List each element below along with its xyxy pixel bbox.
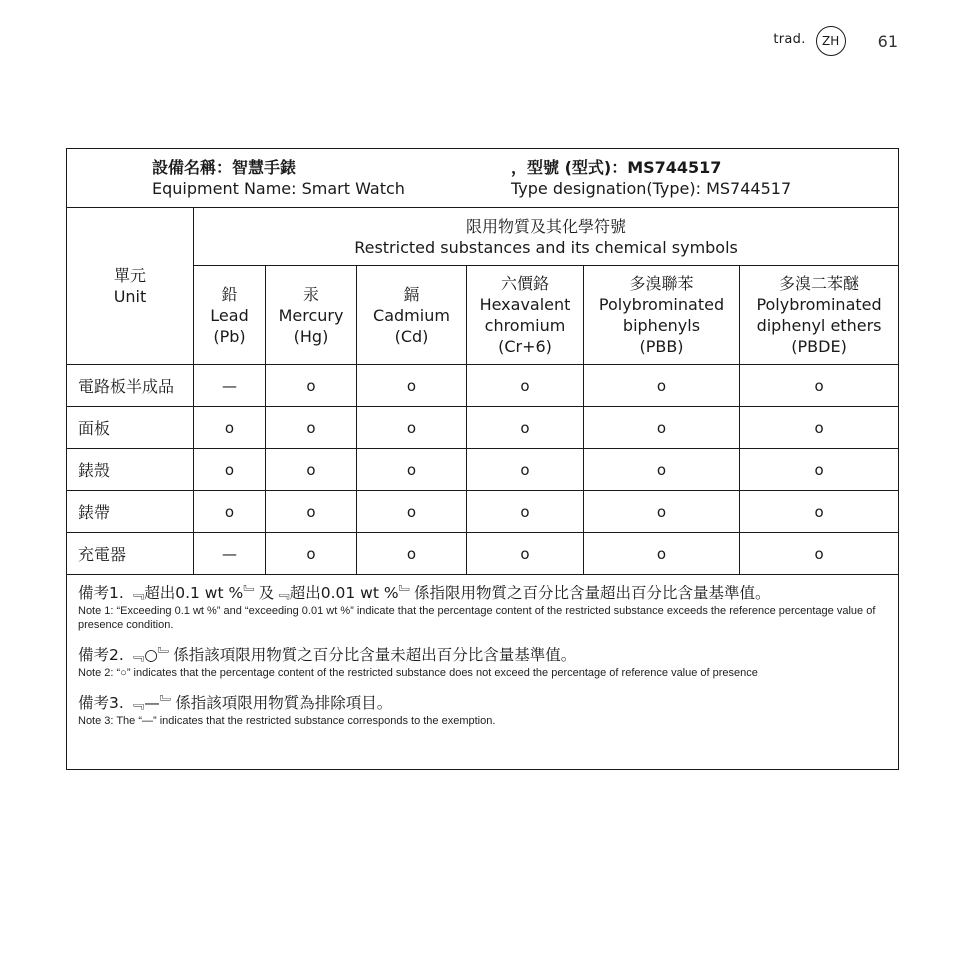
substance-mark: o [467,533,584,575]
substance-zh: 六價鉻 [500,274,549,293]
substance-mark: o [740,449,899,491]
substance-en-line2: biphenyls [622,316,701,335]
substance-en: Polybrominated [598,295,725,314]
substance-zh: 多溴聯苯 [629,274,694,293]
substance-header-hexavalent-chromium [467,266,584,365]
substance-header-pbde [740,266,899,365]
note-zh: 備考3. ﹃—﹄係指該項限用物質為排除項目。 [78,694,393,712]
substance-symbol: (Pb) [213,326,246,346]
substance-mark: o [584,533,740,575]
table-row [67,365,899,407]
part-name: 電路板半成品 [67,365,194,407]
substance-mark: o [266,533,357,575]
substance-mark: o [584,491,740,533]
note-zh: 備考2. ﹃○﹄係指該項限用物質之百分比含量未超出百分比含量基準值。 [78,646,577,664]
restricted-header-zh: 限用物質及其化學符號 [466,216,627,236]
note-2 [78,645,888,680]
part-name: 錶帶 [67,491,194,533]
substance-mark: — [194,365,266,407]
substance-mark: o [266,407,357,449]
substance-symbol: (Cd) [394,326,429,346]
substance-symbol: (PBDE) [791,337,847,356]
substance-mark: o [467,407,584,449]
note-en: Note 2: “○” indicates that the percentage content of the restricted substance does not exceed the percentage of reference value of presence [78,667,758,679]
substance-mark: o [357,365,467,407]
part-name: 充電器 [67,533,194,575]
substance-en-line2: chromium [484,316,566,335]
equipment-name-en: Equipment Name: Smart Watch [152,179,405,198]
substance-en: Cadmium [373,305,450,325]
page-number: 61 [877,31,898,51]
substance-en-line2: diphenyl ethers [756,316,882,335]
substance-mark: o [584,365,740,407]
notes-cell [67,575,899,770]
part-name: 面板 [67,407,194,449]
substance-en: Polybrominated [756,295,882,314]
substance-mark: o [584,407,740,449]
substance-zh: 多溴二苯醚 [779,274,860,293]
substance-mark: o [266,365,357,407]
table-row [67,533,899,575]
equipment-name-zh: 設備名稱：智慧手錶 [152,158,297,177]
unit-header-cell [67,208,194,365]
substance-en: Lead [210,305,249,325]
substance-mark: o [740,407,899,449]
substance-mark: o [266,449,357,491]
substance-en: Hexavalent [479,295,571,314]
table-row [67,449,899,491]
table-row [67,491,899,533]
substance-zh: 汞 [302,284,319,304]
substance-mark: o [194,449,266,491]
substance-header-lead [194,266,266,365]
substance-mark: o [194,491,266,533]
substance-mark: o [467,449,584,491]
table-row [67,407,899,449]
substance-mark: o [584,449,740,491]
substance-mark: — [194,533,266,575]
substance-mark: o [194,407,266,449]
substance-symbol: (Cr+6) [498,337,552,356]
substance-symbol: (Hg) [293,326,329,346]
language-prefix: trad. [773,31,806,47]
restricted-substances-header [194,208,899,266]
substance-zh: 鎘 [403,284,420,304]
substance-mark: o [467,365,584,407]
note-3 [78,693,888,728]
substance-header-mercury [266,266,357,365]
type-designation-zh: ，型號 (型式)：MS744517 [511,158,722,177]
type-designation-en: Type designation(Type): MS744517 [511,179,792,198]
substance-mark: o [740,491,899,533]
substance-mark: o [357,491,467,533]
part-name: 錶殼 [67,449,194,491]
substance-header-cadmium [357,266,467,365]
substance-en: Mercury [278,305,344,325]
unit-header-zh: 單元 [113,266,146,285]
substance-mark: o [467,491,584,533]
substance-zh: 鉛 [221,284,238,304]
language-badge: ZH [816,26,846,56]
page-header [773,26,898,56]
substance-symbol: (PBB) [639,337,684,356]
note-en: Note 1: “Exceeding 0.1 wt %” and “exceeding 0.01 wt %” indicate that the percentage content of the restricted substance exceeds the reference percentage value of presence condition. [78,605,876,631]
note-en: Note 3: The “—” indicates that the restricted substance corresponds to the exemption. [78,715,496,727]
restricted-header-en: Restricted substances and its chemical symbols [354,237,738,257]
substance-mark: o [357,449,467,491]
unit-header-en: Unit [113,287,147,306]
note-zh: 備考1. ﹃超出0.1 wt %﹄及﹃超出0.01 wt %﹄係指限用物質之百分比含量超出百分比含量基準值。 [78,584,771,602]
substance-mark: o [357,407,467,449]
rohs-declaration-table [66,148,899,770]
equipment-info-cell [67,149,899,208]
substance-mark: o [357,533,467,575]
substance-header-pbb [584,266,740,365]
substance-mark: o [740,365,899,407]
note-1 [78,583,888,632]
substance-mark: o [266,491,357,533]
substance-mark: o [740,533,899,575]
